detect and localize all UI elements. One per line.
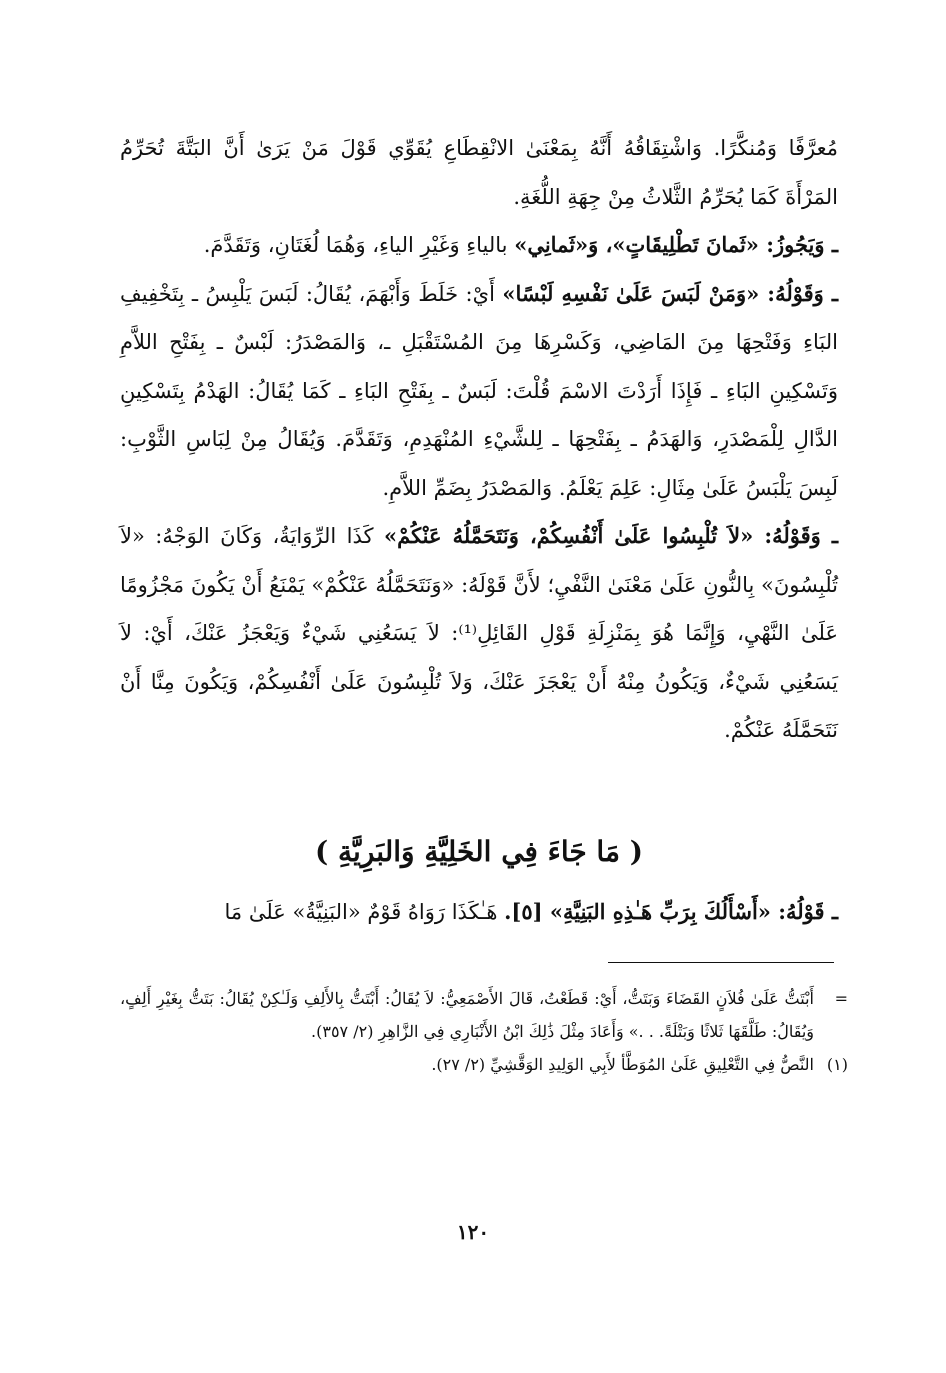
paragraph-3-text: أَيْ: خَلَطَ وَأَبْهَمَ، يُقَالُ: لَبَسَ يَلْبِسُ ـ بِتَخْفِيفِ البَاءِ وَفَتْحِهَا مِنَ المَاضِي، وَكَسْرِهَا مِنَ المُسْتَقْبَلِ ـ، وَالمَصْدَرُ: لَبْسٌ ـ بِفَتْحِ اللاَّمِ وَتَسْكِينِ البَاءِ ـ فَإِذَا أَرَدْتَ الاسْمَ قُلْتَ: لَبَسٌ ـ بِفَتْحِ البَاءِ ـ كَمَا يُقَالُ: الهَدْمُ بِتَسْكِينِ الدَّالِ لِلْمَصْدَرِ، وَالهَدَمُ ـ بِفَتْحِهَا ـ لِلشَّيْءِ المُنْهَدِمِ، وَتَقَدَّمَ. وَيُقَالُ مِنْ لِبَاسِ الثَّوْبِ: لَبِسَ يَلْبَسُ عَلَىٰ مِثَالِ: عَلِمَ يَعْلَمُ. وَالمَصْدَرُ بِضَمِّ اللاَّمِ. xyxy=(120,281,838,500)
paragraph-after-heading xyxy=(120,888,838,936)
footnote-separator xyxy=(608,962,834,963)
paragraph-3-lead: ـ وَقَوْلُهُ: «وَمَنْ لَبَسَ عَلَىٰ نَفْسِهِ لَبْسًا» xyxy=(502,280,838,306)
paragraph-2-text: بالياءِ وَغَيْرِ الياءِ، وَهُمَا لُغَتَانِ، وَتَقَدَّمَ. xyxy=(203,233,515,257)
paragraph-4-text: كَذَا الرِّوَايَةُ، وَكَانَ الوَجْهُ: «لاَ تُلْبِسُونَ» بِالنُّونِ عَلَىٰ مَعْنَىٰ النَّفْيِ؛ لأَنَّ قَوْلَهُ: «وَنَتَحَمَّلُهُ عَنْكُمْ» يَمْنَعُ أَنْ يَكُونَ مَجْزُومًا عَلَىٰ النَّهْيِ، وَإِنَّمَا هُوَ بِمَنْزِلَةِ قَوْلِ القَائِلِ⁽¹⁾: لاَ يَسَعُنِي شَيْءٌ وَيَعْجَزُ عَنْكَ، أَيْ: لاَ يَسَعُنِي شَيْءٌ، وَيَكُونُ مِنْهُ أَنْ يَعْجَزَ عَنْكَ، وَلاَ تُلْبِسُونَ عَلَىٰ أَنْفُسِكُمْ، وَيَكُونَ مِنَّا أَنْ نَتَحَمَّلَهُ عَنْكُمْ. xyxy=(120,524,838,742)
section-heading: ( مَا جَاءَ فِي الخَلِيَّةِ وَالبَرِيَّةِ ) xyxy=(315,835,643,868)
paragraph-2 xyxy=(120,221,838,270)
paragraph-4-lead: ـ وَقَوْلُهُ: «لاَ تُلْبِسُوا عَلَىٰ أَنْفُسِكُمْ، وَنَتَحَمَّلُهُ عَنْكُمْ» xyxy=(383,523,839,548)
footnote-continued xyxy=(120,982,848,1048)
footnote-1 xyxy=(120,1048,848,1081)
footnote-marker: (١) xyxy=(826,1055,848,1074)
footnote-text: أَبْتَتُّ عَلَىٰ فُلاَنٍ القَضَاءَ وَبَتَتُّ، أَيْ: قَطَعْتُ، قَالَ الأَصْمَعِيُّ: لاَ يُقَالُ: أَبْتَتُّ بِالأَلِفِ وَلَـٰكِنْ يُقَالُ: بَتَتُّ بِغَيْرِ أَلِفٍ، وَيُقَالُ: طَلَّقَهَا ثَلاثًا وَبَتْلَةً. . .» وَأَعَادَ مِثْلَ ذَٰلِكَ ابْنُ الأَنْبَارِي فِي الزَّاهِرِ (٢/ ٣٥٧). xyxy=(120,989,814,1041)
paragraph-3 xyxy=(120,270,838,513)
paragraph-4 xyxy=(120,512,838,755)
footnote-marker: = xyxy=(834,989,848,1008)
footnote-text: النَّصُّ فِي التَّعْلِيقِ عَلَىٰ المُوَطَّأ لأَبِي الوَلِيدِ الوَقَّشِيِّ (٢/ ٢٧). xyxy=(431,1055,814,1074)
paragraph-1-text: مُعرَّفًا وَمُنكَّرًا. وَاشْتِقَاقُهُ أَنَّهُ بِمَعْنَىٰ الانْقِطَاعِ يُقَوِّي قَوْلَ مَنْ يَرَىٰ أَنَّ البَتَّةَ تُحَرِّمُ المَرْأَةَ كَمَا يُحَرِّمُ الثَّلاثُ مِنْ جِهَةِ اللُّغَةِ. xyxy=(120,136,838,209)
paragraph-1 xyxy=(120,124,838,221)
paragraph-after-heading-lead: ـ قَوْلُهُ: «أَسْأَلُكَ بِرَبِّ هَـٰذِهِ البَنِيَّةِ» [٥]. xyxy=(504,899,838,924)
main-text-block xyxy=(120,124,838,755)
page-number: ١٢٠ xyxy=(456,1220,490,1244)
paragraph-2-lead: ـ وَيَجُوزُ: «ثَمانَ تَطْلِيقَاتٍ»، وَ«ثَمانِي» xyxy=(514,232,838,257)
paragraph-after-heading-text: هَـٰكَذَا رَوَاهُ قَوْمٌ «البَنِيَّةُ» عَلَىٰ مَا xyxy=(224,900,505,924)
footnotes xyxy=(120,982,848,1081)
